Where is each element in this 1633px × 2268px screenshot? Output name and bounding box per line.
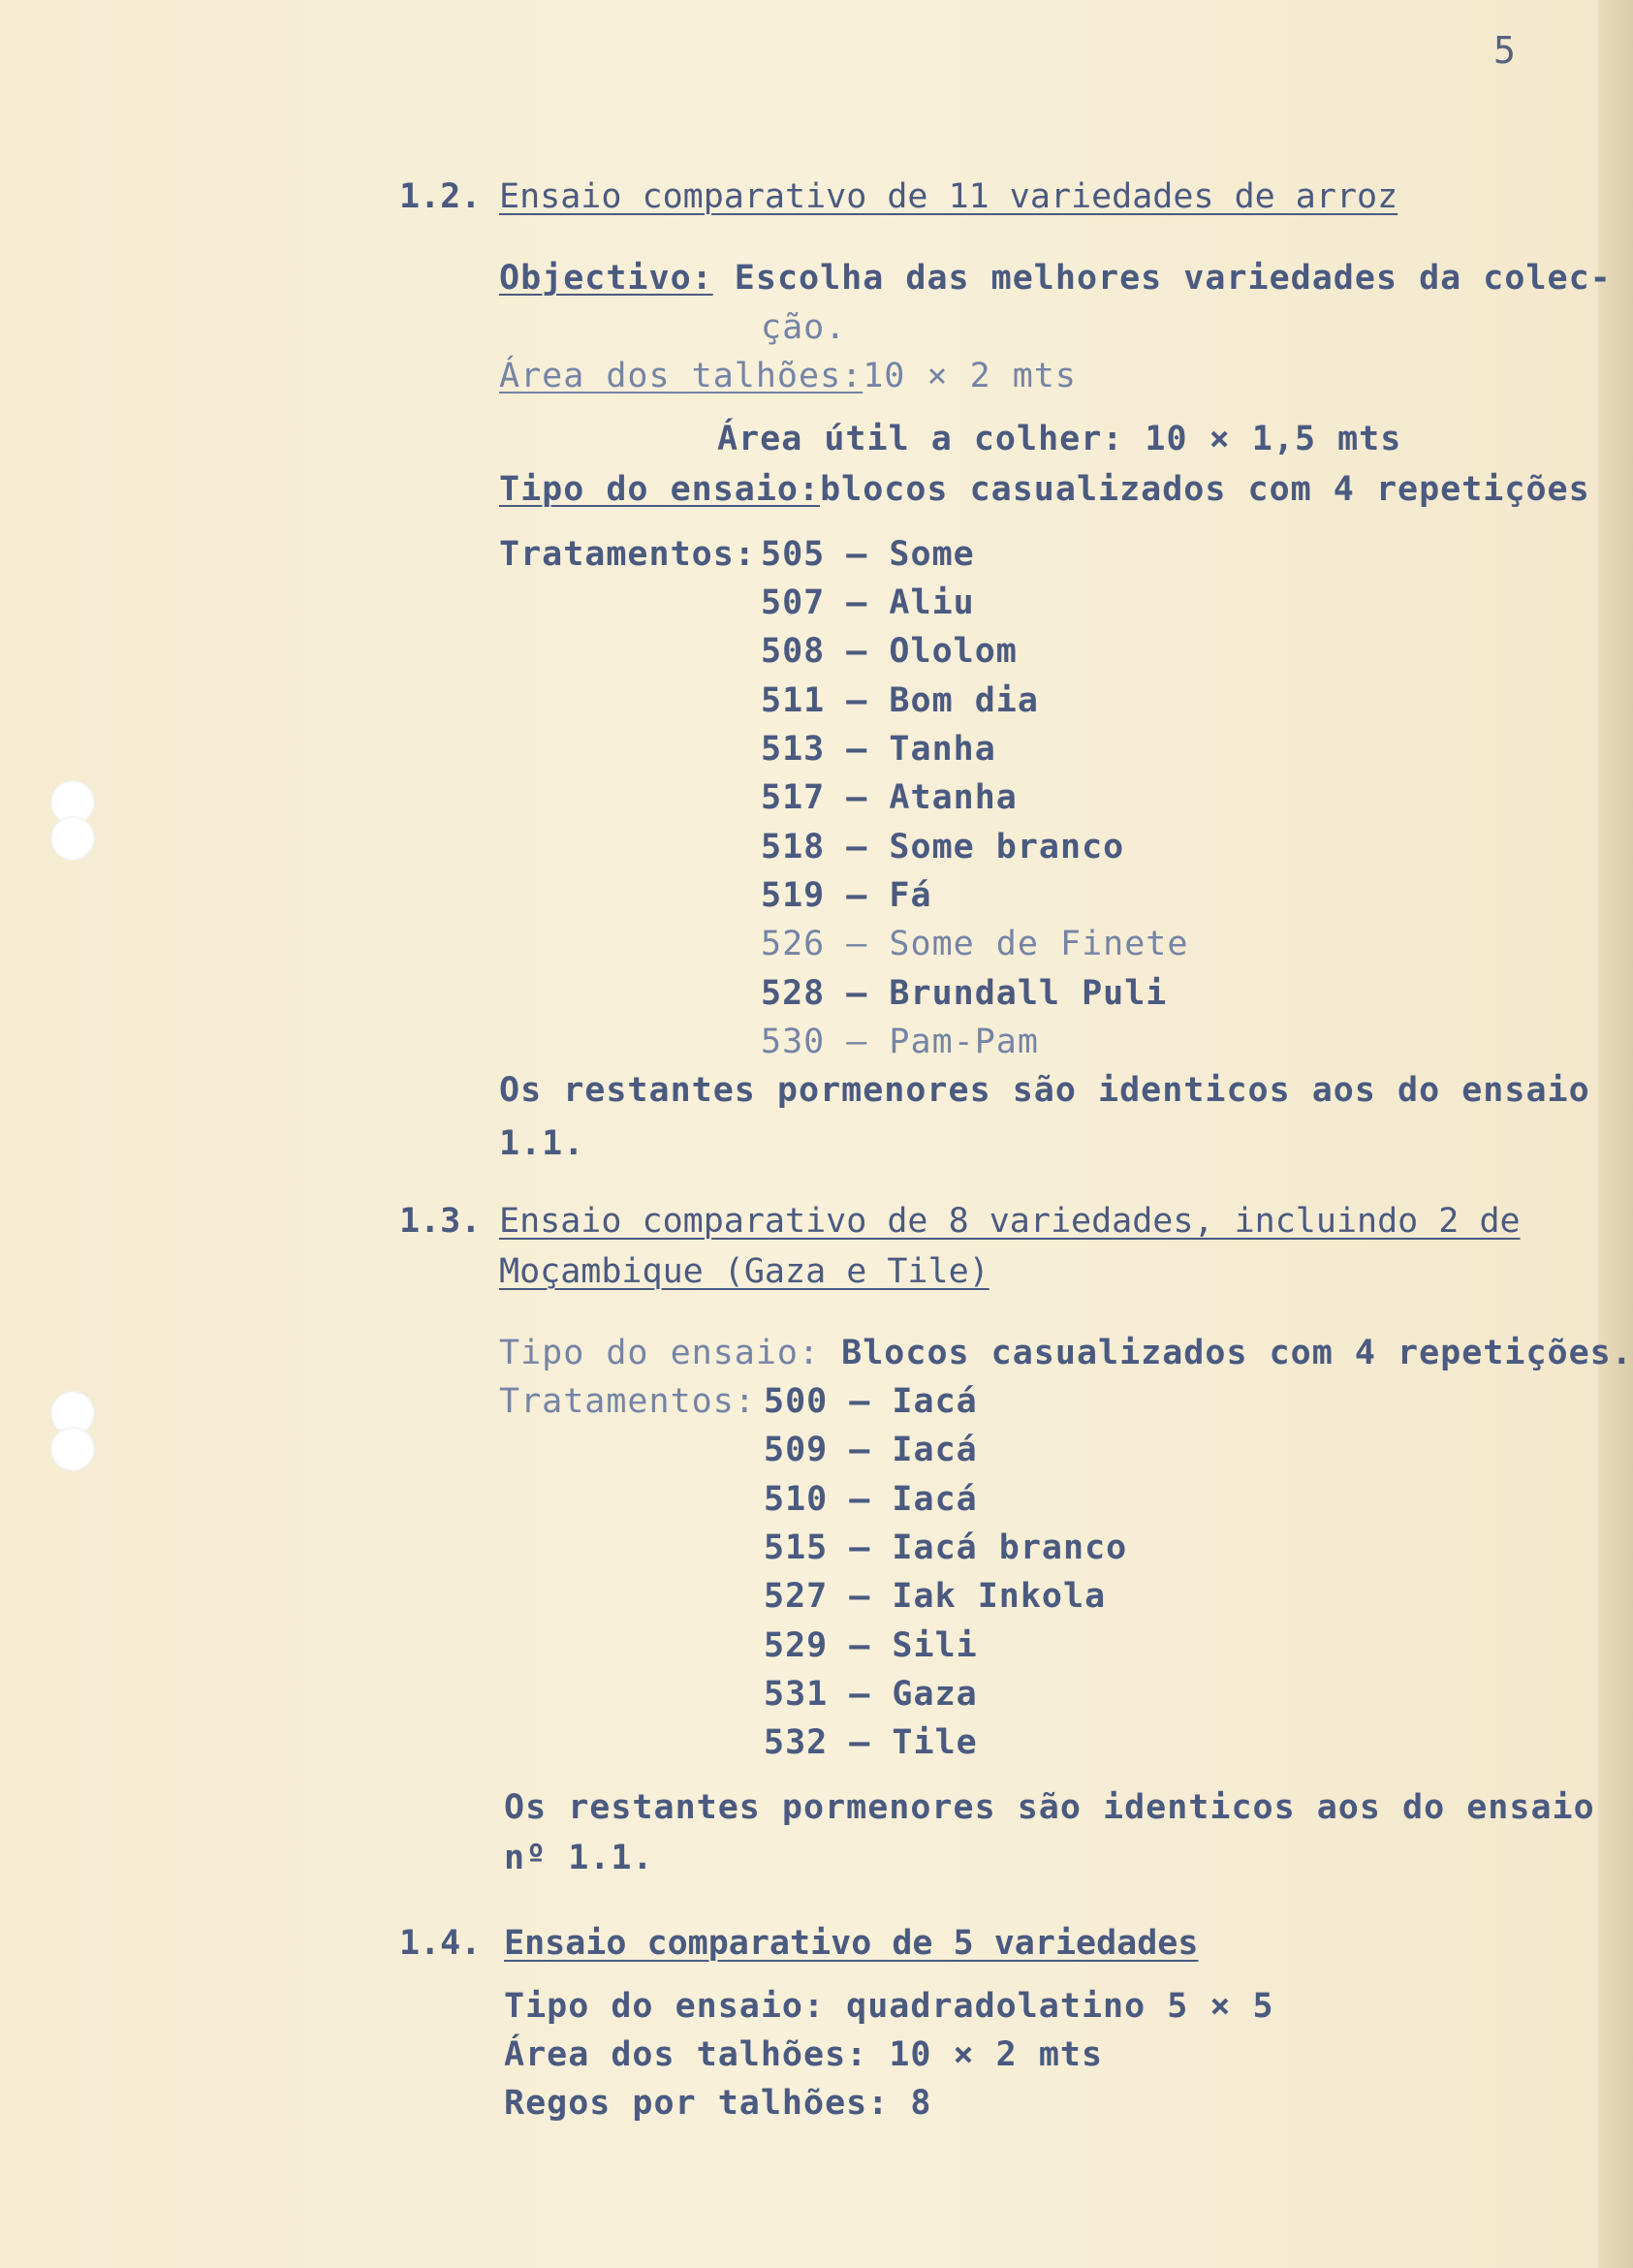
area-label-1-4: Área dos talhões:	[504, 2035, 868, 2074]
punch-hole-bottom-lower	[50, 1427, 95, 1471]
treatment-item: 507 – Aliu	[761, 583, 975, 622]
section-1-3-title-line-2: Moçambique (Gaza e Tile)	[499, 1252, 989, 1291]
type-value-1-3: Blocos casualizados com 4 repetições.	[841, 1334, 1633, 1372]
treatment-item: 500 – Iacá	[764, 1382, 978, 1421]
treatment-item: 509 – Iacá	[764, 1431, 978, 1469]
punch-hole-top-lower	[50, 816, 95, 861]
treatments-label-1-3: Tratamentos:	[499, 1382, 756, 1421]
type-label-1-3: Tipo do ensaio:	[499, 1334, 821, 1372]
note-1-2-line-2: 1.1.	[499, 1124, 585, 1163]
objective-label: Objectivo:	[499, 259, 713, 298]
type-line-1-3	[499, 1334, 1633, 1372]
treatment-item: 527 – Iak Inkola	[764, 1577, 1107, 1616]
page-number: 5	[1493, 29, 1516, 72]
treatment-item: 526 – Some de Finete	[761, 925, 1189, 963]
area-value-1-2: 10 × 2 mts	[863, 357, 1077, 395]
type-label-1-2: Tipo do ensaio:	[499, 470, 821, 509]
treatment-item: 505 – Some	[761, 535, 975, 574]
note-1-3-line-2: nº 1.1.	[504, 1839, 654, 1877]
treatment-item: 515 – Iacá branco	[764, 1528, 1128, 1567]
type-line-1-4	[504, 1987, 1274, 2026]
treatment-item: 530 – Pam-Pam	[761, 1023, 1039, 1061]
type-value-1-4: quadradolatino 5 × 5	[846, 1987, 1274, 2026]
area-label-1-2: Área dos talhões:	[499, 357, 864, 395]
treatment-item: 529 – Sili	[764, 1626, 978, 1665]
rows-label-1-4: Regos por talhões:	[504, 2084, 890, 2123]
section-1-3-title-line-1: Ensaio comparativo de 8 variedades, incluindo 2 de	[499, 1202, 1521, 1241]
useful-area: Área útil a colher: 10 × 1,5 mts	[717, 420, 1402, 458]
area-line-1-2	[499, 357, 1077, 395]
treatment-item: 508 – Ololom	[761, 632, 1018, 671]
area-line-1-4	[504, 2035, 1103, 2074]
rows-value-1-4: 8	[910, 2084, 932, 2123]
section-1-4-number: 1.4.	[399, 1924, 482, 1963]
treatments-label-1-2: Tratamentos:	[499, 535, 756, 574]
treatment-item: 510 – Iacá	[764, 1480, 978, 1519]
treatment-item: 513 – Tanha	[761, 730, 996, 769]
treatment-item: 517 – Atanha	[761, 778, 1018, 817]
note-1-2-line-1: Os restantes pormenores são identicos aos do ensaio	[499, 1071, 1590, 1110]
section-1-4-title: Ensaio comparativo de 5 variedades	[504, 1924, 1199, 1963]
type-label-1-4: Tipo do ensaio:	[504, 1987, 826, 2026]
treatment-item: 518 – Some branco	[761, 828, 1125, 866]
treatment-item: 519 – Fá	[761, 876, 932, 915]
objective-line	[499, 259, 1612, 298]
area-value-1-4: 10 × 2 mts	[889, 2035, 1104, 2074]
rows-line-1-4	[504, 2084, 931, 2123]
objective-text-1: Escolha das melhores variedades da colec-	[734, 259, 1612, 298]
treatment-item: 532 – Tile	[764, 1723, 978, 1762]
treatment-item: 511 – Bom dia	[761, 681, 1039, 720]
treatment-item: 528 – Brundall Puli	[761, 974, 1168, 1013]
type-value-1-2: blocos casualizados com 4 repetições	[820, 470, 1590, 509]
objective-text-2: ção.	[761, 308, 847, 347]
section-1-2-title: Ensaio comparativo de 11 variedades de arroz	[499, 177, 1398, 216]
page-edge-shadow	[1598, 0, 1633, 2268]
type-line-1-2	[499, 470, 1590, 509]
section-1-3-number: 1.3.	[399, 1202, 482, 1241]
section-1-2-number: 1.2.	[399, 177, 482, 216]
note-1-3-line-1: Os restantes pormenores são identicos aos do ensaio	[504, 1788, 1595, 1827]
treatment-item: 531 – Gaza	[764, 1675, 978, 1714]
